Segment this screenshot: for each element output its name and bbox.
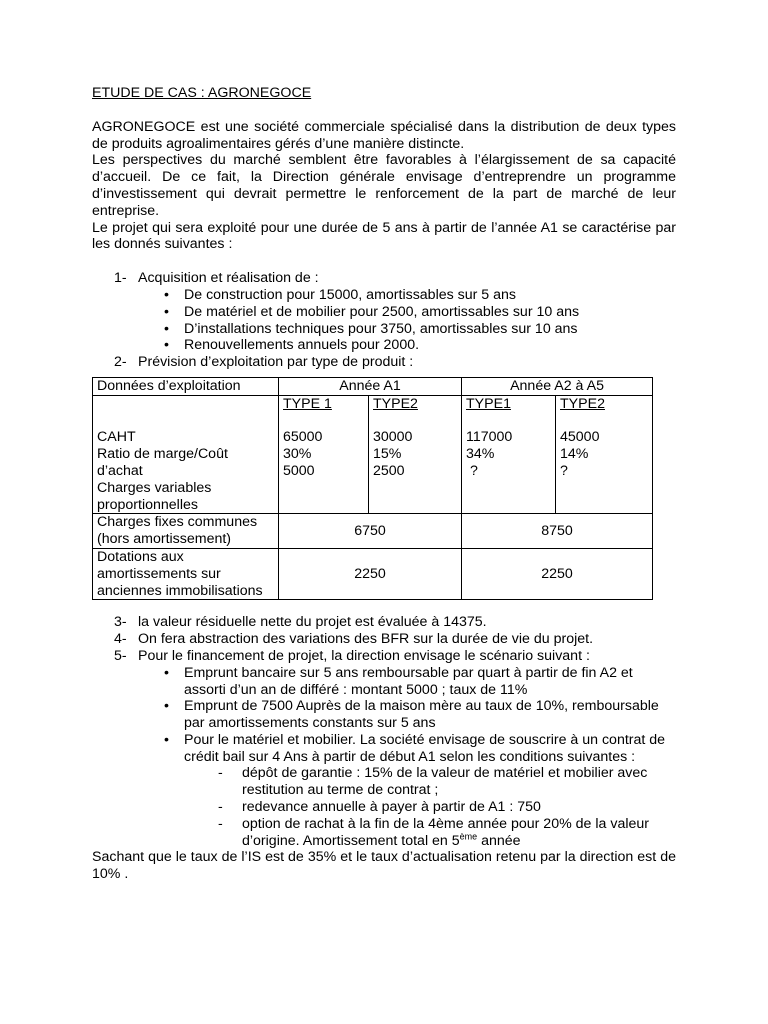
table-fixed-charges-label: Charges fixes communes (hors amortissement): [93, 514, 279, 549]
dash-item: - option de rachat à la fin de la 4ème année pour 20% de la valeur d’origine. Amortissement total en 5ème année: [218, 815, 649, 849]
table-col-a2-type2: TYPE2 45000 14% ?: [556, 395, 653, 514]
bullet-item: • Emprunt de 7500 Auprès de la maison mère au taux de 10%, remboursable par amortissements constants sur 5 ans: [164, 698, 659, 732]
list-item-2: [92, 354, 676, 371]
bullet-item: • Pour le matériel et mobilier. La société envisage de souscrire à un contrat de crédit bail sur 4 Ans à partir de début A1 selon les conditions suivantes :: [164, 731, 666, 765]
operating-data-table: [92, 377, 653, 600]
bullet-icon: •: [164, 731, 169, 748]
financing-bullets: [92, 665, 676, 766]
document-title: ETUDE DE CAS : AGRONEGOCE: [92, 85, 312, 101]
table-header-label: Données d’exploitation: [93, 377, 279, 395]
list-item-1: [92, 270, 676, 354]
dash-icon: -: [218, 765, 223, 782]
item-number: 2-: [114, 354, 127, 371]
table-depreciation-label: Dotations aux amortissements sur anciennes immobilisations: [93, 548, 279, 599]
list-item-5: [92, 648, 676, 850]
document-page: [92, 85, 676, 883]
bullet-icon: •: [164, 320, 169, 337]
item-number: 3-: [114, 614, 127, 631]
bullet-icon: •: [164, 303, 169, 320]
dash-item: - dépôt de garantie : 15% de la valeur de matériel et mobilier avec restitution au terme de contrat ;: [218, 765, 648, 799]
dash-item: - redevance annuelle à payer à partir de A1 : 750: [218, 799, 541, 816]
dash-icon: -: [218, 815, 223, 832]
table-col-a1-type1: TYPE 1 65000 30% 5000: [279, 395, 369, 514]
table-fixed-a1: 6750: [279, 514, 462, 549]
item-number: 4-: [114, 631, 127, 648]
table-col-a2-type1: TYPE1 117000 34% ?: [462, 395, 556, 514]
intro-paragraph-2: Les perspectives du marché semblent être favorables à l’élargissement de sa capacité d’accueil. De ce fait, la Direction générale envisage d’entreprendre un programme d’investissement qui devrait permettre le renforcement de la part de marché de leur entreprise.: [92, 152, 676, 219]
numbered-list: [92, 270, 676, 371]
item-number: 5-: [114, 647, 127, 664]
item-label: la valeur résiduelle nette du projet est évaluée à 14375.: [138, 614, 487, 631]
dash-icon: -: [218, 799, 223, 816]
table-depreciation-a1: 2250: [279, 548, 462, 599]
table-fixed-a2: 8750: [462, 514, 653, 549]
intro-paragraph-3: Le projet qui sera exploité pour une durée de 5 ans à partir de l’année A1 se caractérise par les donnés suivantes :: [92, 219, 676, 253]
table-header-a2-a5: Année A2 à A5: [462, 377, 653, 395]
list-item-3: [92, 614, 676, 631]
intro-paragraph-1: AGRONEGOCE est une société commerciale spécialisé dans la distribution de deux types de produits agroalimentaires gérés d’une manière distincte.: [92, 118, 676, 152]
table-col-a1-type2: TYPE2 30000 15% 2500: [369, 395, 462, 514]
bullet-item: • Emprunt bancaire sur 5 ans remboursable par quart à partir de fin A2 et assorti d’un an de différé : montant 5000 ; taux de 11%: [164, 664, 633, 698]
numbered-list-continued: [92, 614, 676, 849]
list-item-4: [92, 631, 676, 648]
acquisition-bullets: [92, 287, 676, 354]
item-label: Acquisition et réalisation de :: [138, 270, 319, 287]
bullet-item: • De construction pour 15000, amortissables sur 5 ans: [164, 286, 517, 303]
bullet-icon: •: [164, 337, 169, 354]
conclusion-paragraph: Sachant que le taux de l’IS est de 35% et le taux d’actualisation retenu par la direction est de 10% .: [92, 849, 676, 883]
superscript: ème: [459, 830, 478, 841]
bullet-icon: •: [164, 664, 169, 681]
item-label: Prévision d’exploitation par type de produit :: [138, 354, 414, 371]
item-label: On fera abstraction des variations des BFR sur la durée de vie du projet.: [138, 631, 594, 648]
bullet-item: • Renouvellements annuels pour 2000.: [164, 337, 420, 354]
bullet-icon: •: [164, 698, 169, 715]
table-depreciation-a2: 2250: [462, 548, 653, 599]
item-number: 1-: [114, 270, 127, 287]
table-header-a1: Année A1: [279, 377, 462, 395]
item-label: Pour le financement de projet, la direction envisage le scénario suivant :: [138, 647, 590, 664]
leasing-conditions: [92, 765, 676, 849]
bullet-icon: •: [164, 286, 169, 303]
bullet-item: • D’installations techniques pour 3750, amortissables sur 10 ans: [164, 320, 578, 337]
bullet-item: • De matériel et de mobilier pour 2500, amortissables sur 10 ans: [164, 303, 580, 320]
table-cell-labels: CAHT Ratio de marge/Coût d’achat Charges variables proportionnelles: [93, 395, 279, 514]
